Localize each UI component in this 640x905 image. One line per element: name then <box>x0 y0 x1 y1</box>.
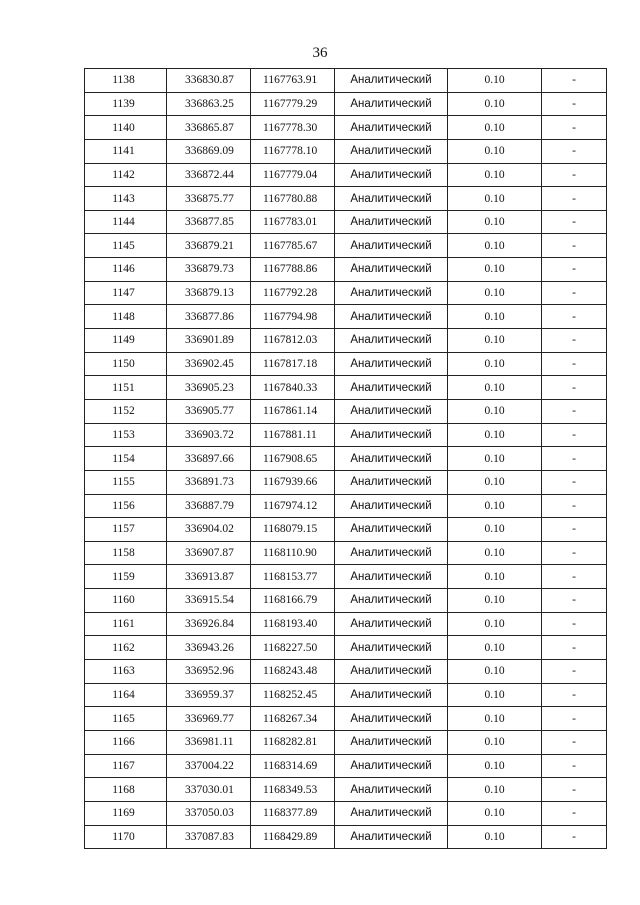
x-coordinate-cell: 337087.83 <box>167 825 251 849</box>
method-cell: Аналитический <box>335 399 448 423</box>
note-cell: - <box>542 352 607 376</box>
x-coordinate-cell: 337004.22 <box>167 754 251 778</box>
y-coordinate-cell: 1168267.34 <box>251 707 335 731</box>
point-number-cell: 1140 <box>85 116 167 140</box>
table-row <box>85 139 607 163</box>
accuracy-cell: 0.10 <box>448 636 542 660</box>
accuracy-cell: 0.10 <box>448 801 542 825</box>
note-cell: - <box>542 376 607 400</box>
method-cell: Аналитический <box>335 541 448 565</box>
y-coordinate-cell: 1167785.67 <box>251 234 335 258</box>
point-number-cell: 1169 <box>85 801 167 825</box>
note-cell: - <box>542 281 607 305</box>
table-row <box>85 69 607 93</box>
y-coordinate-cell: 1168429.89 <box>251 825 335 849</box>
note-cell: - <box>542 612 607 636</box>
accuracy-cell: 0.10 <box>448 234 542 258</box>
accuracy-cell: 0.10 <box>448 660 542 684</box>
note-cell: - <box>542 683 607 707</box>
method-cell: Аналитический <box>335 423 448 447</box>
note-cell: - <box>542 754 607 778</box>
x-coordinate-cell: 336907.87 <box>167 541 251 565</box>
x-coordinate-cell: 336904.02 <box>167 518 251 542</box>
method-cell: Аналитический <box>335 376 448 400</box>
y-coordinate-cell: 1167779.29 <box>251 92 335 116</box>
x-coordinate-cell: 336877.86 <box>167 305 251 329</box>
table-row <box>85 801 607 825</box>
table-row <box>85 92 607 116</box>
point-number-cell: 1138 <box>85 69 167 93</box>
method-cell: Аналитический <box>335 730 448 754</box>
x-coordinate-cell: 336879.13 <box>167 281 251 305</box>
y-coordinate-cell: 1167840.33 <box>251 376 335 400</box>
x-coordinate-cell: 336952.96 <box>167 660 251 684</box>
table-row <box>85 281 607 305</box>
note-cell: - <box>542 660 607 684</box>
point-number-cell: 1142 <box>85 163 167 187</box>
x-coordinate-cell: 336903.72 <box>167 423 251 447</box>
y-coordinate-cell: 1167861.14 <box>251 399 335 423</box>
table-row <box>85 683 607 707</box>
accuracy-cell: 0.10 <box>448 163 542 187</box>
y-coordinate-cell: 1168227.50 <box>251 636 335 660</box>
accuracy-cell: 0.10 <box>448 470 542 494</box>
point-number-cell: 1168 <box>85 778 167 802</box>
y-coordinate-cell: 1167881.11 <box>251 423 335 447</box>
method-cell: Аналитический <box>335 801 448 825</box>
accuracy-cell: 0.10 <box>448 825 542 849</box>
accuracy-cell: 0.10 <box>448 305 542 329</box>
point-number-cell: 1144 <box>85 210 167 234</box>
method-cell: Аналитический <box>335 470 448 494</box>
accuracy-cell: 0.10 <box>448 329 542 353</box>
x-coordinate-cell: 336902.45 <box>167 352 251 376</box>
table-row <box>85 258 607 282</box>
accuracy-cell: 0.10 <box>448 518 542 542</box>
note-cell: - <box>542 707 607 731</box>
method-cell: Аналитический <box>335 305 448 329</box>
method-cell: Аналитический <box>335 210 448 234</box>
accuracy-cell: 0.10 <box>448 541 542 565</box>
x-coordinate-cell: 336879.73 <box>167 258 251 282</box>
table-row <box>85 376 607 400</box>
point-number-cell: 1167 <box>85 754 167 778</box>
note-cell: - <box>542 423 607 447</box>
accuracy-cell: 0.10 <box>448 707 542 731</box>
method-cell: Аналитический <box>335 565 448 589</box>
note-cell: - <box>542 305 607 329</box>
accuracy-cell: 0.10 <box>448 187 542 211</box>
point-number-cell: 1158 <box>85 541 167 565</box>
note-cell: - <box>542 470 607 494</box>
coordinates-table-body <box>85 69 607 849</box>
method-cell: Аналитический <box>335 707 448 731</box>
y-coordinate-cell: 1167812.03 <box>251 329 335 353</box>
accuracy-cell: 0.10 <box>448 423 542 447</box>
y-coordinate-cell: 1167788.86 <box>251 258 335 282</box>
note-cell: - <box>542 399 607 423</box>
method-cell: Аналитический <box>335 447 448 471</box>
point-number-cell: 1157 <box>85 518 167 542</box>
method-cell: Аналитический <box>335 778 448 802</box>
y-coordinate-cell: 1168153.77 <box>251 565 335 589</box>
table-row <box>85 589 607 613</box>
table-row <box>85 210 607 234</box>
point-number-cell: 1160 <box>85 589 167 613</box>
x-coordinate-cell: 336887.79 <box>167 494 251 518</box>
accuracy-cell: 0.10 <box>448 730 542 754</box>
x-coordinate-cell: 337050.03 <box>167 801 251 825</box>
x-coordinate-cell: 336901.89 <box>167 329 251 353</box>
x-coordinate-cell: 336913.87 <box>167 565 251 589</box>
point-number-cell: 1146 <box>85 258 167 282</box>
method-cell: Аналитический <box>335 825 448 849</box>
x-coordinate-cell: 337030.01 <box>167 778 251 802</box>
x-coordinate-cell: 336943.26 <box>167 636 251 660</box>
accuracy-cell: 0.10 <box>448 447 542 471</box>
y-coordinate-cell: 1168243.48 <box>251 660 335 684</box>
table-row <box>85 754 607 778</box>
y-coordinate-cell: 1168079.15 <box>251 518 335 542</box>
accuracy-cell: 0.10 <box>448 139 542 163</box>
method-cell: Аналитический <box>335 636 448 660</box>
point-number-cell: 1154 <box>85 447 167 471</box>
accuracy-cell: 0.10 <box>448 92 542 116</box>
method-cell: Аналитический <box>335 281 448 305</box>
coordinates-table <box>84 68 607 849</box>
method-cell: Аналитический <box>335 163 448 187</box>
y-coordinate-cell: 1167939.66 <box>251 470 335 494</box>
note-cell: - <box>542 636 607 660</box>
x-coordinate-cell: 336905.77 <box>167 399 251 423</box>
note-cell: - <box>542 447 607 471</box>
point-number-cell: 1159 <box>85 565 167 589</box>
x-coordinate-cell: 336915.54 <box>167 589 251 613</box>
point-number-cell: 1147 <box>85 281 167 305</box>
accuracy-cell: 0.10 <box>448 210 542 234</box>
accuracy-cell: 0.10 <box>448 281 542 305</box>
point-number-cell: 1148 <box>85 305 167 329</box>
method-cell: Аналитический <box>335 612 448 636</box>
table-row <box>85 399 607 423</box>
table-row <box>85 518 607 542</box>
note-cell: - <box>542 69 607 93</box>
y-coordinate-cell: 1168282.81 <box>251 730 335 754</box>
accuracy-cell: 0.10 <box>448 683 542 707</box>
x-coordinate-cell: 336830.87 <box>167 69 251 93</box>
note-cell: - <box>542 494 607 518</box>
table-row <box>85 636 607 660</box>
table-row <box>85 447 607 471</box>
x-coordinate-cell: 336879.21 <box>167 234 251 258</box>
x-coordinate-cell: 336877.85 <box>167 210 251 234</box>
accuracy-cell: 0.10 <box>448 754 542 778</box>
accuracy-cell: 0.10 <box>448 778 542 802</box>
note-cell: - <box>542 234 607 258</box>
table-row <box>85 423 607 447</box>
y-coordinate-cell: 1168377.89 <box>251 801 335 825</box>
y-coordinate-cell: 1167908.65 <box>251 447 335 471</box>
y-coordinate-cell: 1167763.91 <box>251 69 335 93</box>
point-number-cell: 1156 <box>85 494 167 518</box>
accuracy-cell: 0.10 <box>448 399 542 423</box>
y-coordinate-cell: 1168314.69 <box>251 754 335 778</box>
y-coordinate-cell: 1168252.45 <box>251 683 335 707</box>
x-coordinate-cell: 336869.09 <box>167 139 251 163</box>
note-cell: - <box>542 139 607 163</box>
accuracy-cell: 0.10 <box>448 352 542 376</box>
y-coordinate-cell: 1167794.98 <box>251 305 335 329</box>
y-coordinate-cell: 1167778.10 <box>251 139 335 163</box>
x-coordinate-cell: 336981.11 <box>167 730 251 754</box>
point-number-cell: 1166 <box>85 730 167 754</box>
x-coordinate-cell: 336959.37 <box>167 683 251 707</box>
x-coordinate-cell: 336872.44 <box>167 163 251 187</box>
table-row <box>85 612 607 636</box>
table-row <box>85 565 607 589</box>
y-coordinate-cell: 1167780.88 <box>251 187 335 211</box>
note-cell: - <box>542 778 607 802</box>
table-row <box>85 187 607 211</box>
method-cell: Аналитический <box>335 494 448 518</box>
method-cell: Аналитический <box>335 139 448 163</box>
point-number-cell: 1164 <box>85 683 167 707</box>
point-number-cell: 1163 <box>85 660 167 684</box>
note-cell: - <box>542 541 607 565</box>
table-row <box>85 352 607 376</box>
note-cell: - <box>542 801 607 825</box>
method-cell: Аналитический <box>335 234 448 258</box>
y-coordinate-cell: 1167974.12 <box>251 494 335 518</box>
method-cell: Аналитический <box>335 352 448 376</box>
x-coordinate-cell: 336865.87 <box>167 116 251 140</box>
table-row <box>85 470 607 494</box>
note-cell: - <box>542 210 607 234</box>
note-cell: - <box>542 518 607 542</box>
y-coordinate-cell: 1168193.40 <box>251 612 335 636</box>
table-row <box>85 825 607 849</box>
table-row <box>85 116 607 140</box>
method-cell: Аналитический <box>335 116 448 140</box>
note-cell: - <box>542 116 607 140</box>
table-row <box>85 163 607 187</box>
table-row <box>85 730 607 754</box>
point-number-cell: 1161 <box>85 612 167 636</box>
x-coordinate-cell: 336926.84 <box>167 612 251 636</box>
note-cell: - <box>542 163 607 187</box>
table-row <box>85 541 607 565</box>
note-cell: - <box>542 589 607 613</box>
accuracy-cell: 0.10 <box>448 612 542 636</box>
point-number-cell: 1143 <box>85 187 167 211</box>
table-row <box>85 778 607 802</box>
y-coordinate-cell: 1168349.53 <box>251 778 335 802</box>
point-number-cell: 1152 <box>85 399 167 423</box>
point-number-cell: 1170 <box>85 825 167 849</box>
table-row <box>85 305 607 329</box>
x-coordinate-cell: 336905.23 <box>167 376 251 400</box>
y-coordinate-cell: 1167792.28 <box>251 281 335 305</box>
accuracy-cell: 0.10 <box>448 258 542 282</box>
accuracy-cell: 0.10 <box>448 116 542 140</box>
point-number-cell: 1153 <box>85 423 167 447</box>
method-cell: Аналитический <box>335 754 448 778</box>
x-coordinate-cell: 336891.73 <box>167 470 251 494</box>
table-row <box>85 234 607 258</box>
method-cell: Аналитический <box>335 69 448 93</box>
y-coordinate-cell: 1167783.01 <box>251 210 335 234</box>
note-cell: - <box>542 187 607 211</box>
y-coordinate-cell: 1167817.18 <box>251 352 335 376</box>
table-row <box>85 494 607 518</box>
method-cell: Аналитический <box>335 258 448 282</box>
method-cell: Аналитический <box>335 187 448 211</box>
method-cell: Аналитический <box>335 329 448 353</box>
point-number-cell: 1150 <box>85 352 167 376</box>
accuracy-cell: 0.10 <box>448 565 542 589</box>
method-cell: Аналитический <box>335 660 448 684</box>
x-coordinate-cell: 336897.66 <box>167 447 251 471</box>
method-cell: Аналитический <box>335 683 448 707</box>
x-coordinate-cell: 336863.25 <box>167 92 251 116</box>
point-number-cell: 1162 <box>85 636 167 660</box>
accuracy-cell: 0.10 <box>448 589 542 613</box>
y-coordinate-cell: 1167779.04 <box>251 163 335 187</box>
point-number-cell: 1165 <box>85 707 167 731</box>
point-number-cell: 1145 <box>85 234 167 258</box>
point-number-cell: 1149 <box>85 329 167 353</box>
table-row <box>85 660 607 684</box>
note-cell: - <box>542 329 607 353</box>
method-cell: Аналитический <box>335 518 448 542</box>
note-cell: - <box>542 730 607 754</box>
note-cell: - <box>542 565 607 589</box>
accuracy-cell: 0.10 <box>448 69 542 93</box>
note-cell: - <box>542 258 607 282</box>
accuracy-cell: 0.10 <box>448 494 542 518</box>
note-cell: - <box>542 825 607 849</box>
table-row <box>85 329 607 353</box>
method-cell: Аналитический <box>335 92 448 116</box>
x-coordinate-cell: 336875.77 <box>167 187 251 211</box>
y-coordinate-cell: 1168110.90 <box>251 541 335 565</box>
y-coordinate-cell: 1168166.79 <box>251 589 335 613</box>
page-number: 36 <box>312 45 328 61</box>
point-number-cell: 1155 <box>85 470 167 494</box>
point-number-cell: 1151 <box>85 376 167 400</box>
point-number-cell: 1139 <box>85 92 167 116</box>
point-number-cell: 1141 <box>85 139 167 163</box>
note-cell: - <box>542 92 607 116</box>
method-cell: Аналитический <box>335 589 448 613</box>
y-coordinate-cell: 1167778.30 <box>251 116 335 140</box>
accuracy-cell: 0.10 <box>448 376 542 400</box>
table-row <box>85 707 607 731</box>
x-coordinate-cell: 336969.77 <box>167 707 251 731</box>
